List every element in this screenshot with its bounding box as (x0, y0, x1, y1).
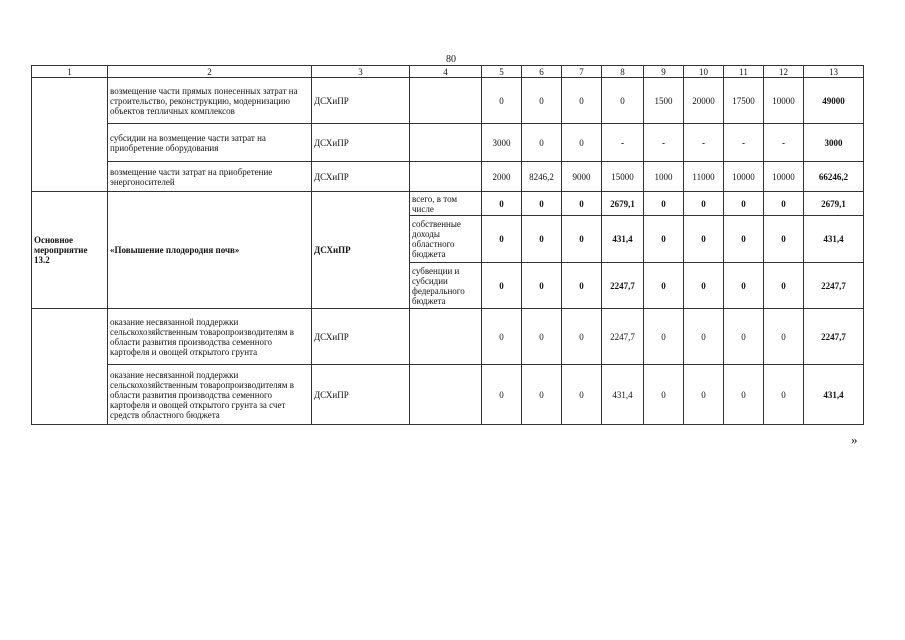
funding-source: субвенции и субсидии федерального бюджета (410, 263, 482, 309)
value-cell: 3000 (482, 124, 522, 162)
executor: ДСХиПР (312, 192, 410, 309)
value-cell: 0 (482, 78, 522, 124)
value-cell: 0 (522, 124, 562, 162)
value-cell: 0 (562, 192, 602, 216)
table-row (32, 365, 864, 425)
header-cell: 4 (410, 66, 482, 78)
executor: ДСХиПР (312, 162, 410, 192)
header-cell: 13 (804, 66, 864, 78)
value-cell: 0 (764, 365, 804, 425)
value-cell: 15000 (602, 162, 644, 192)
funding-source (410, 78, 482, 124)
value-cell: 10000 (724, 162, 764, 192)
measure-description: субсидии на возмещение части затрат на приобретение оборудования (108, 124, 312, 162)
value-cell: 0 (522, 78, 562, 124)
closing-quote: » (851, 432, 858, 447)
header-cell: 3 (312, 66, 410, 78)
header-cell: 7 (562, 66, 602, 78)
total-cell: 66246,2 (804, 162, 864, 192)
value-cell: 9000 (562, 162, 602, 192)
total-cell: 49000 (804, 78, 864, 124)
header-cell: 8 (602, 66, 644, 78)
value-cell: 0 (724, 216, 764, 263)
value-cell: 0 (522, 263, 562, 309)
value-cell: 431,4 (602, 365, 644, 425)
funding-source: всего, в том числе (410, 192, 482, 216)
value-cell: 0 (684, 216, 724, 263)
value-cell: 0 (684, 263, 724, 309)
table-row (32, 78, 864, 124)
header-cell: 10 (684, 66, 724, 78)
value-cell: 1500 (644, 78, 684, 124)
value-cell: 10000 (764, 78, 804, 124)
total-cell: 431,4 (804, 216, 864, 263)
total-cell: 431,4 (804, 365, 864, 425)
main-measure-title: «Повышение плодородия почв» (108, 192, 312, 309)
value-cell: 1000 (644, 162, 684, 192)
value-cell: - (602, 124, 644, 162)
value-cell: 0 (724, 309, 764, 365)
value-cell: 0 (764, 309, 804, 365)
value-cell: 0 (522, 192, 562, 216)
total-cell: 3000 (804, 124, 864, 162)
header-cell: 12 (764, 66, 804, 78)
funding-source: собственные доходы областного бюджета (410, 216, 482, 263)
value-cell: 20000 (684, 78, 724, 124)
executor: ДСХиПР (312, 78, 410, 124)
value-cell: 0 (482, 192, 522, 216)
funding-source (410, 365, 482, 425)
header-cell: 1 (32, 66, 108, 78)
value-cell: 0 (522, 216, 562, 263)
value-cell: 11000 (684, 162, 724, 192)
measure-description: оказание несвязанной поддержки сельскохозяйственным товаропроизводителям в области развития производства семенного картофеля и овощей открытого грунта (108, 309, 312, 365)
value-cell: 0 (522, 309, 562, 365)
table-row (32, 309, 864, 365)
value-cell: 0 (562, 124, 602, 162)
value-cell: 0 (482, 309, 522, 365)
value-cell: 0 (644, 263, 684, 309)
value-cell: 0 (522, 365, 562, 425)
executor: ДСХиПР (312, 309, 410, 365)
funding-source (410, 124, 482, 162)
measure-description: оказание несвязанной поддержки сельскохозяйственным товаропроизводителям в области развития производства семенного картофеля и овощей открытого грунта за счет средств областного бюджета (108, 365, 312, 425)
value-cell: 0 (644, 309, 684, 365)
empty-cell (32, 309, 108, 425)
value-cell: 0 (644, 365, 684, 425)
value-cell: 2000 (482, 162, 522, 192)
table-row (32, 162, 864, 192)
page-number: 80 (446, 54, 456, 65)
value-cell: 0 (684, 365, 724, 425)
main-measure-label: Основное мероприятие 13.2 (32, 192, 108, 309)
value-cell: 0 (602, 78, 644, 124)
header-cell: 11 (724, 66, 764, 78)
funding-source (410, 162, 482, 192)
empty-cell (32, 78, 108, 192)
value-cell: - (684, 124, 724, 162)
value-cell: - (724, 124, 764, 162)
value-cell: 0 (764, 263, 804, 309)
value-cell: 0 (724, 365, 764, 425)
value-cell: 0 (724, 263, 764, 309)
value-cell: 0 (562, 78, 602, 124)
value-cell: 2679,1 (602, 192, 644, 216)
value-cell: 0 (482, 365, 522, 425)
value-cell: - (764, 124, 804, 162)
value-cell: 2247,7 (602, 263, 644, 309)
measure-description: возмещение части затрат на приобретение энергоносителей (108, 162, 312, 192)
total-cell: 2247,7 (804, 309, 864, 365)
total-cell: 2247,7 (804, 263, 864, 309)
value-cell: - (644, 124, 684, 162)
value-cell: 0 (644, 216, 684, 263)
value-cell: 431,4 (602, 216, 644, 263)
value-cell: 0 (644, 192, 684, 216)
header-cell: 6 (522, 66, 562, 78)
value-cell: 17500 (724, 78, 764, 124)
value-cell: 8246,2 (522, 162, 562, 192)
header-cell: 2 (108, 66, 312, 78)
value-cell: 0 (764, 216, 804, 263)
value-cell: 0 (684, 192, 724, 216)
value-cell: 0 (684, 309, 724, 365)
header-cell: 9 (644, 66, 684, 78)
value-cell: 0 (482, 216, 522, 263)
value-cell: 2247,7 (602, 309, 644, 365)
value-cell: 0 (562, 309, 602, 365)
value-cell: 0 (562, 365, 602, 425)
value-cell: 0 (482, 263, 522, 309)
value-cell: 0 (562, 216, 602, 263)
table-row (32, 124, 864, 162)
executor: ДСХиПР (312, 365, 410, 425)
value-cell: 0 (764, 192, 804, 216)
total-cell: 2679,1 (804, 192, 864, 216)
funding-source (410, 309, 482, 365)
value-cell: 10000 (764, 162, 804, 192)
header-cell: 5 (482, 66, 522, 78)
header-row (32, 66, 864, 78)
value-cell: 0 (562, 263, 602, 309)
executor: ДСХиПР (312, 124, 410, 162)
measure-description: возмещение части прямых понесенных затрат на строительство, реконструкцию, модернизацию объектов тепличных комплексов (108, 78, 312, 124)
table-row (32, 192, 864, 216)
value-cell: 0 (724, 192, 764, 216)
budget-table (31, 65, 864, 425)
